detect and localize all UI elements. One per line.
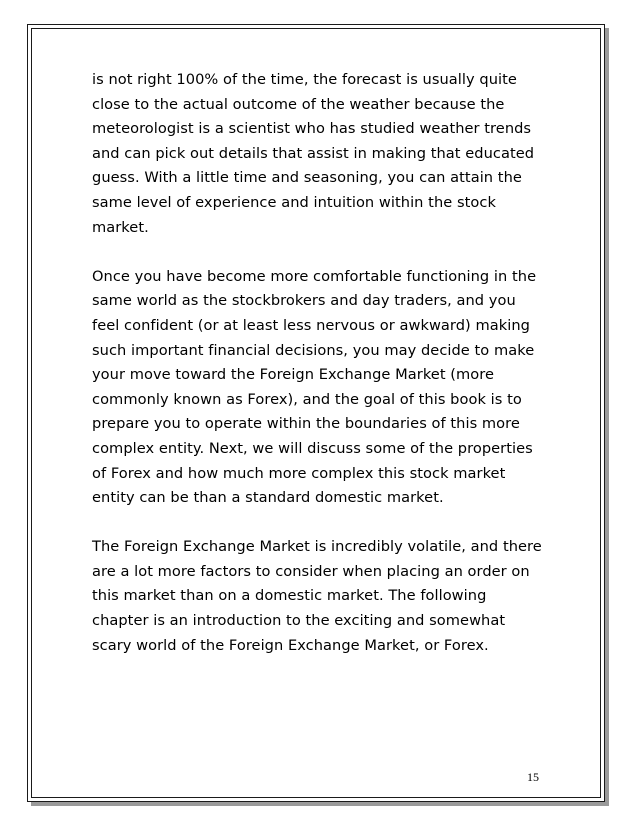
paragraph-forex-move: Once you have become more comfortable functioning in the same world as the stockbrokers and day traders, and you feel confident (or at least less nervous or awkward) making such important financial decisions, you may decide to make your move toward the Foreign Exchange Market (more commonly known as Forex), and the goal of this book is to prepare you to operate within the boundaries of this more complex entity. Next, we will discuss some of the properties of Forex and how much more complex this stock market entity can be than a standard domestic market.: [92, 267, 537, 507]
paragraph-weather-forecast: is not right 100% of the time, the forecast is usually quite close to the actual outcome of the weather because the meteorologist is a scientist who has studied weather trends and can pick out details that assist in making that educated guess. With a little time and seasoning, you can attain the same level of experience and intuition within the stock market.: [92, 71, 535, 236]
paragraph-forex-volatility: The Foreign Exchange Market is incredibly volatile, and there are a lot more factors to consider when placing an order on this market than on a domestic market. The following chapter is an introduction to the exciting and somewhat scary world of the Foreign Exchange Market, or Forex.: [92, 538, 542, 654]
page-body: [92, 68, 552, 683]
page-number: 15: [527, 770, 539, 784]
